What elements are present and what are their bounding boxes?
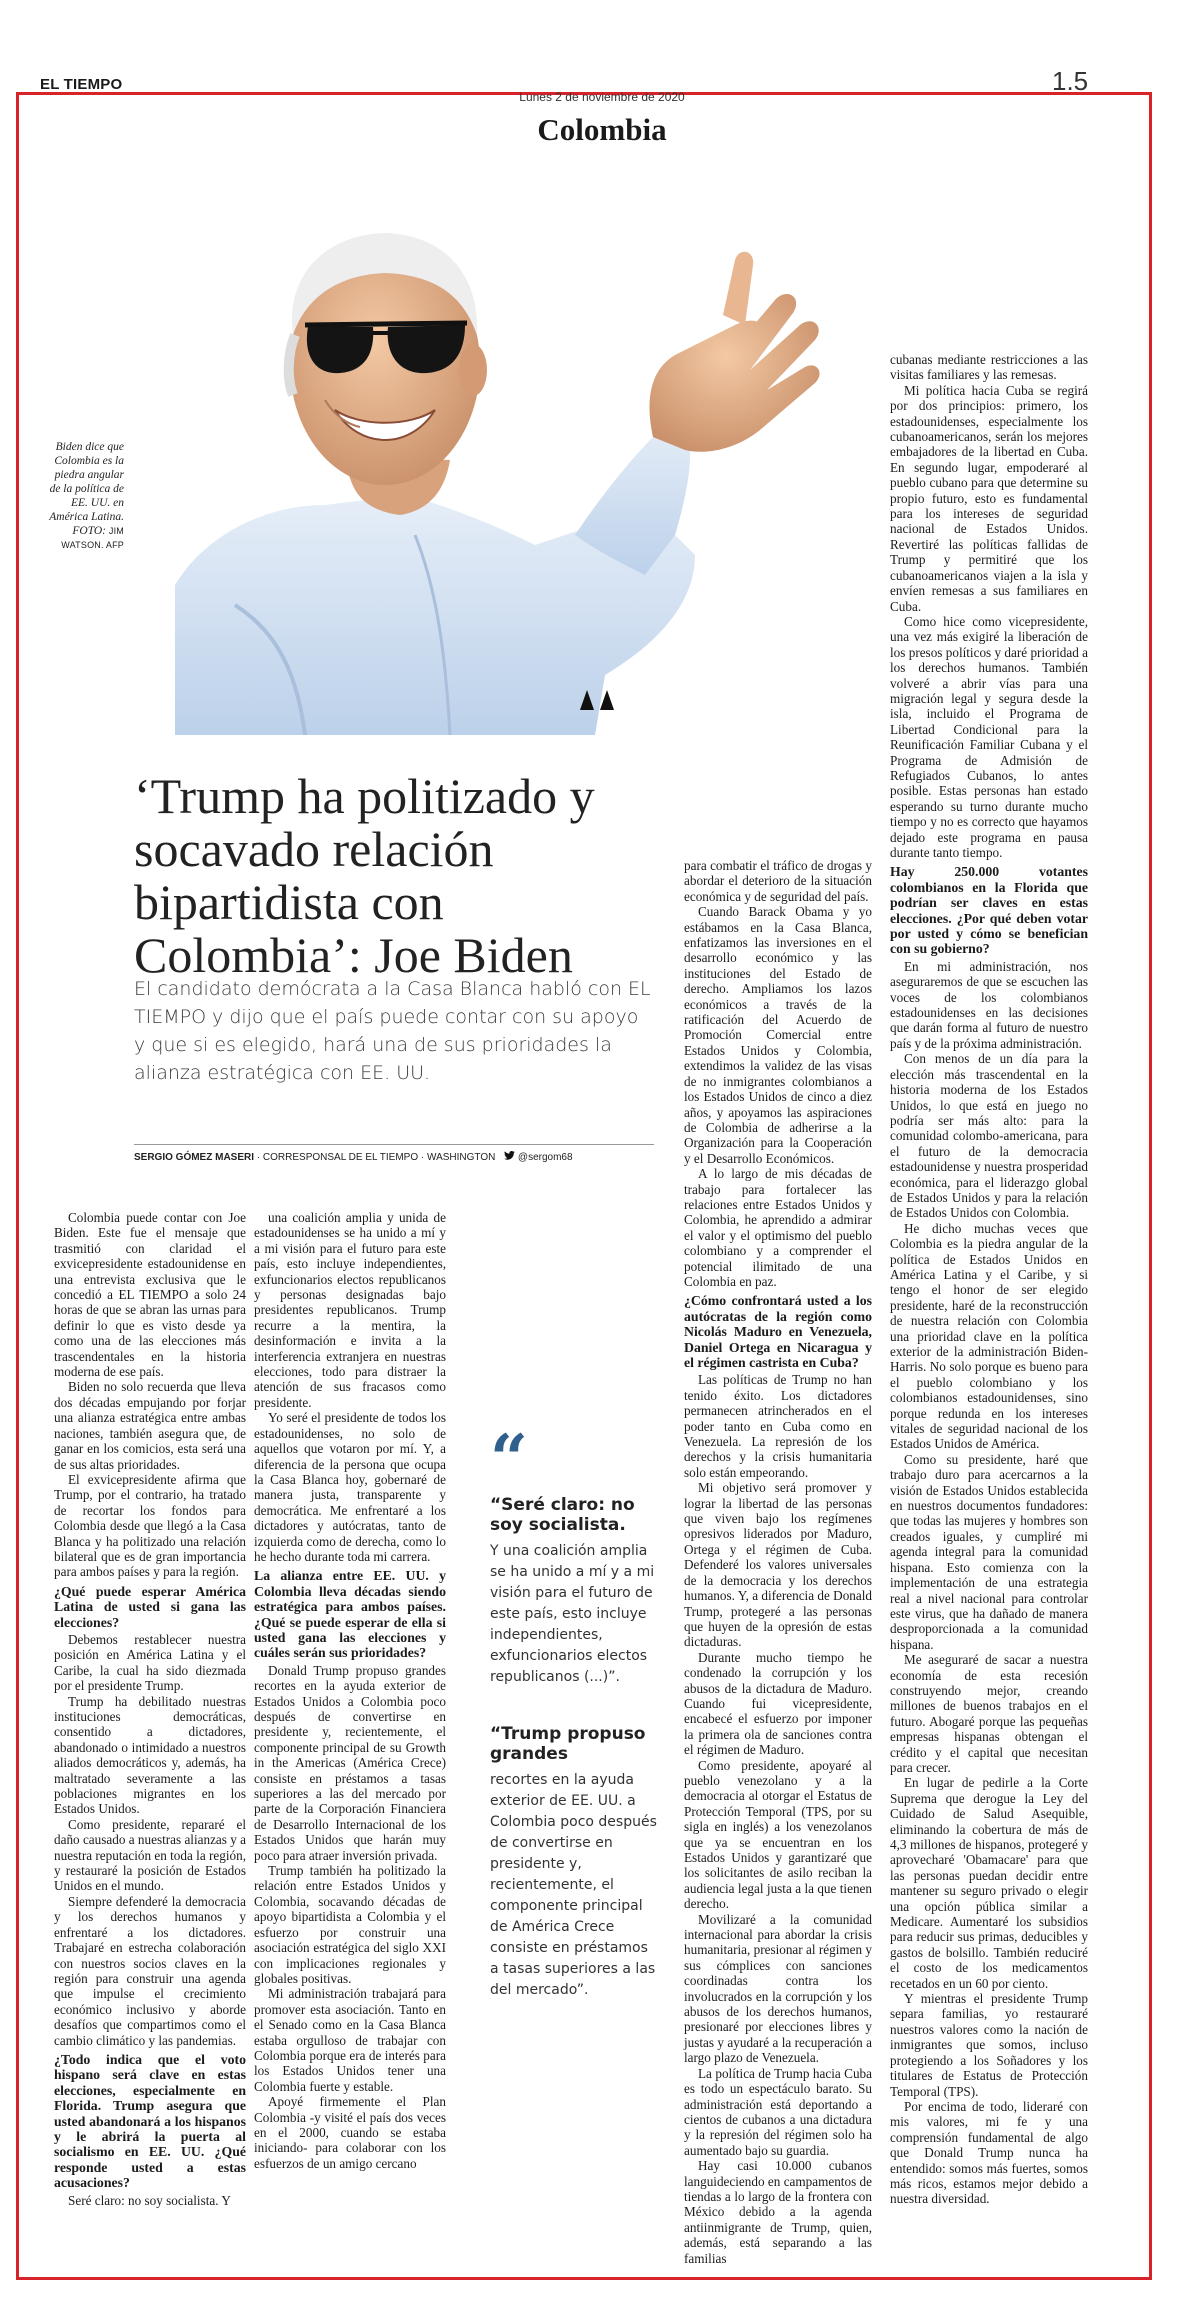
biden-photo [175, 205, 865, 735]
paragraph: Mi administración trabajará para promover esta asociación. Tanto en el Senado como en la Casa Blanca estaba orgulloso de trabajar con Colombia porque era de interés para los Estados Unidos tener una Colombia fuerte y estable. [254, 1986, 446, 2094]
paragraph: El exvicepresidente afirma que Trump, por el contrario, ha tratado de recortar los fondos para Colombia desde que llegó a la Casa Blanca y ha politizado una relación bilateral que es de gran importancia para ambos países y para la región. [54, 1471, 246, 1580]
section-title: Colombia [537, 112, 667, 147]
paragraph: Con menos de un día para la elección más trascendental en la historia moderna de los Estados Unidos, lo que está en juego no podría ser más alto: para la comunidad colombo-americana, para el futuro de la democracia estadounidense y nuestra prosperidad económica, para el liderazgo global de Estados Unidos y para la relación de Estados Unidos con Colombia. [890, 1051, 1088, 1221]
paragraph: Movilizaré a la comunidad internacional para abordar la crisis humanitaria, presionar al régimen y sus cómplices con sanciones coordinadas contra los involucrados en la corrupción y los abusos de los derechos humanos, presionaré por elecciones libres y justas y ayudaré a la recuperación a largo plazo de Venezuela. [684, 1911, 872, 2066]
paragraph: Mi objetivo será promover y lograr la libertad de las personas que viven bajo los regímenes opresivos liderados por Maduro, Ortega y el régimen de Cuba. Defenderé los valores universales de la democracia y los derechos humanos. Y, a diferencia de Donald Trump, protegeré a las personas que huyen de la opresión de estas dictaduras. [684, 1480, 872, 1650]
paragraph: Siempre defenderé la democracia y los derechos humanos y enfrentaré a los dictadores. Trabajaré en estrecha colaboración con nuestros socios claves en la región para construir una agenda que impulse el crecimiento económico inclusivo y aborde desafíos que compartimos como el cambio climático y las pandemias. [54, 1893, 246, 2048]
paragraph: cubanas mediante restricciones a las visitas familiares y las remesas. [890, 352, 1088, 383]
paragraph: Colombia puede contar con Joe Biden. Este fue el mensaje que trasmitió con claridad el exvicepresidente estadounidense en una entrevista exclusiva que le concedió a EL TIEMPO a solo 24 horas de que se abran las urnas para definir lo que es visto desde ya como una de las elecciones más trascendentales en la historia moderna de ese país. [54, 1210, 246, 1380]
article-column-4 [890, 352, 1088, 2207]
page-number: 1.5 [1052, 66, 1089, 96]
byline-name: SERGIO GÓMEZ MASERI [134, 1152, 255, 1163]
paragraph: En mi administración, nos aseguraremos de que se escuchen las voces de los colombianos estadounidenses en las decisiones que darán forma al futuro de nuestro país y de la próxima administración. [890, 958, 1088, 1051]
quote-mark-icon: “ [490, 1420, 528, 1498]
paragraph: Apoyé firmemente el Plan Colombia -y visité el país dos veces en el 2000, cuando se estaba iniciando- para colaborar con los esfuerzos de un amigo cercano [254, 2094, 446, 2171]
paragraph: He dicho muchas veces que Colombia es la piedra angular de la política de Estados Unidos en América Latina y el Caribe, y si tengo el honor de ser elegido presidente, haré de la reconstrucción de nuestra relación con Colombia una prioridad clave en la política exterior de la administración Biden-Harris. No solo porque es bueno para el pueblo colombiano y los colombianos estadounidenses, sino porque redunda en los intereses vitales de seguridad nacional de los Estados Unidos de América. [890, 1220, 1088, 1452]
interview-question: ¿Todo indica que el voto hispano será clave en estas elecciones, especialmente en Florida. Trump asegura que usted abandonará a los hispanos y le abrirá la puerta al socialismo en EE. UU. ¿Qué responde usted a estas acusaciones? [54, 2051, 246, 2191]
paragraph: La política de Trump hacia Cuba es todo un espectáculo barato. Su administración está deportando a cientos de cubanos a una dictadura y la represión del régimen solo ha aumentado bajo su guardia. [684, 2065, 872, 2158]
masthead: EL TIEMPO [40, 76, 123, 93]
paragraph: En lugar de pedirle a la Corte Suprema que derogue la Ley del Cuidado de Salud Asequible, eliminando la cobertura de más de 4,3 millones de hispanos, protegeré y aprovecharé 'Obamacare' para que las personas puedan decidir entre mantener su seguro privado o elegir una opción pública similar a Medicare. Aumentaré los subsidios para reducir sus primas, deducibles y gastos de bolsillo. También reduciré el costo de los medicamentos recetados en un 60 por ciento. [890, 1775, 1088, 1991]
paragraph: Mi política hacia Cuba se regirá por dos principios: primero, los estadounidenses, especialmente los cubanoamericanos, serán los mejores embajadores de la libertad en Cuba. En segundo lugar, empoderaré al pueblo cubano para que determine su propio futuro, esto es fundamental para los intereses de seguridad nacional de Estados Unidos. Revertiré las políticas fallidas de Trump y permitiré que los cubanoamericanos viajen a la isla y envíen remesas a sus familiares en Cuba. [890, 382, 1088, 614]
paragraph: para combatir el tráfico de drogas y abordar el deterioro de la situación económica y de seguridad del país. [684, 858, 872, 904]
paragraph: Seré claro: no soy socialista. Y [68, 2192, 231, 2208]
paragraph: Como presidente, apoyaré al pueblo venezolano y a la democracia al otorgar el Estatus de Protección Temporal (TPS, por su sigla en inglés) a los venezolanos que ya se encuentran en los Estados Unidos y garantizaré que los solicitantes de asilo reciban la audiencia legal justa a la que tienen derecho. [684, 1757, 872, 1912]
paragraph: Por encima de todo, lideraré con mis valores, mi fe y una comprensión fundamental de algo que Donald Trump nunca ha entendido: somos más fuertes, somos más ricos, estamos mejor debido a nuestra diversidad. [890, 2098, 1088, 2207]
paragraph: Durante mucho tiempo he condenado la corrupción y los abusos de la dictadura de Maduro. Cuando fui vicepresidente, encabecé el esfuerzo por imponer la primera ola de sanciones contra el régimen de Maduro. [684, 1649, 872, 1758]
interview-question: Hay 250.000 votantes colombianos en la Florida que podrían ser claves en estas elecciones. ¿Por qué deben votar por usted y cómo se benefician con su gobierno? [890, 864, 1088, 957]
paragraph: Trump también ha politizado la relación entre Estados Unidos y Colombia, socavando décadas de apoyo bipartidista a Colombia y el esfuerzo por construir una asociación estratégica del siglo XXI con implicaciones regionales y globales positivas. [254, 1863, 446, 1986]
interview-question: La alianza entre EE. UU. y Colombia lleva décadas siendo estratégica para ambos países. ¿Qué se puede esperar de ella si usted gana las elecciones y cuáles serán sus prioridades? [254, 1568, 446, 1661]
paragraph: Cuando Barack Obama y yo estábamos en la Casa Blanca, enfatizamos las inversiones en el desarrollo económico y las instituciones del Estado de derecho. Ampliamos los lazos económicos a través de la ratificación del Acuerdo de Promoción Comercial entre Estados Unidos y Colombia, extendimos la validez de las visas de no inmigrantes colombianos a los Estados Unidos de cinco a diez años, y apoyamos las aspiraciones de Colombia de adherirse a la Organización para la Cooperación y el Desarrollo Económicos. [684, 904, 872, 1166]
paragraph: Como su presidente, haré que trabajo duro para acercarnos a la visión de Estados Unidos establecida en nuestros documentos fundadores: que todas las mujeres y hombres son creados iguales, y cumpliré mi agenda integral para la comunidad hispana. Esto comienza con la implementación de una estrategia real a nivel nacional para controlar este virus, que ha dañado de manera desproporcionada a la comunidad hispana. [890, 1451, 1088, 1652]
paragraph: Las políticas de Trump no han tenido éxito. Los dictadores permanecen atrincherados en el poder tanto en Cuba como en Venezuela. La represión de los derechos y la crisis humanitaria solo están empeorando. [684, 1372, 872, 1480]
caption-text: Biden dice que Colombia es la piedra angular de la política de EE. UU. en América Latina. [49, 441, 124, 523]
pull-quote-1-title: “Seré claro: no soy socialista. [490, 1495, 635, 1535]
byline-role: · CORRESPONSAL DE EL TIEMPO · WASHINGTON [256, 1152, 496, 1163]
photo-caption [46, 440, 124, 552]
caption-credit: JIM WATSON. AFP [61, 526, 124, 550]
paragraph: Donald Trump propuso grandes recortes en la ayuda exterior de Estados Unidos a Colombia poco después de convertirse en presidente y, recientemente, el componente principal de su Growth in the Americas (América Crece) consiste en préstamos a tasas superiores a las del mercado por parte de la Corporación Financiera de Desarrollo Internacional de los Estados Unidos que harán muy poco para atraer inversión privada. [254, 1662, 446, 1863]
interview-question: ¿Qué puede esperar América Latina de usted si gana las elecciones? [54, 1583, 246, 1630]
dek: El candidato demócrata a la Casa Blanca habló con EL TIEMPO y dijo que el país puede contar con su apoyo y que si es elegido, hará una de sus prioridades la alianza estratégica con EE. UU. [134, 978, 651, 1084]
paragraph: Como presidente, repararé el daño causado a nuestras alianzas y a nuestra reputación en toda la región, y restauraré la posición de Estados Unidos en el mundo. [54, 1816, 246, 1894]
interview-question: ¿Cómo confrontará usted a los autócratas de la región como Nicolás Maduro en Venezuela, Daniel Ortega en Nicaragua y el régimen castrista en Cuba? [684, 1293, 872, 1370]
article-column-3 [684, 858, 872, 2266]
dateline: Lunes 2 de noviembre de 2020 [519, 90, 685, 104]
twitter-icon [504, 1152, 518, 1163]
paragraph: una coalición amplia y unida de estadounidenses se ha unido a mí y a mi visión para el futuro para este país, esto incluye independientes, exfuncionarios electos republicanos y personas designadas bajo presidentes republicanos. Trump recurre a la mentira, la desinformación e invita a la interferencia extranjera en nuestras elecciones, todo para distraer la atención de sus fracasos como presidente. [254, 1210, 446, 1410]
headline: ‘Trump ha politizado y socavado relación bipartidista con Colombia’: Joe Biden [134, 768, 595, 983]
article-column-1 [54, 1210, 246, 2208]
twitter-handle[interactable]: @sergom68 [517, 1152, 573, 1163]
pull-quote-1-body: Y una coalición amplia se ha unido a mí y a mi visión para el futuro de este país, esto incluye independientes, exfuncionarios electos republicanos (...)”. [490, 1543, 655, 1685]
paragraph: Yo seré el presidente de todos los estadounidenses, no solo de aquellos que votaron por mí. Y, a diferencia de la persona que ocupa la Casa Blanca hoy, gobernaré de manera justa, transparente y democrática. Me enfrentaré a los dictadores y autócratas, tanto de izquierda como de derecha, como lo he hecho durante toda mi carrera. [254, 1410, 446, 1564]
paragraph: Debemos restablecer nuestra posición en América Latina y el Caribe, la cual ha sido diezmada por el presidente Trump. [54, 1631, 246, 1694]
pull-quote-2-title: “Trump propuso grandes [490, 1724, 646, 1764]
paragraph: Biden no solo recuerda que lleva dos décadas empujando por forjar una alianza estratégica entre ambas naciones, también asegura que, de ganar en los comicios, esta será una de sus altas prioridades. [54, 1379, 246, 1472]
paragraph: Y mientras el presidente Trump separa familias, yo restauraré nuestros valores como la nación de inmigrantes que somos, incluso protegiendo a los Soñadores y los titulares de Estatus de Protección Temporal (TPS). [890, 1991, 1088, 2099]
pull-quote-2-body: recortes en la ayuda exterior de EE. UU. a Colombia poco después de convertirse en presidente y, recientemente, el componente principal de América Crece consiste en préstamos a tasas superiores a las del mercado”. [490, 1772, 657, 1998]
paragraph: Hay casi 10.000 cubanos languideciendo en campamentos de tiendas a lo largo de la frontera con México debido a la agenda antiinmigrante de Trump, quien, además, está separando a las familias [684, 2158, 872, 2266]
pull-quotes [490, 1420, 658, 2001]
byline [134, 1144, 654, 1163]
paragraph: Como hice como vicepresidente, una vez más exigiré la liberación de los presos políticos y daré prioridad a los derechos humanos. También volveré a abrir vías para una migración legal y segura desde la isla, incluido el Programa de Libertad Condicional para la Reunificación Familiar Cubana y el Programa de Admisión de Refugiados Cubanos, lo antes posible. Estas personas han estado esperando su turno durante mucho tiempo y no es correcto que hayamos dejado este programa en pausa durante tanto tiempo. [890, 613, 1088, 860]
paragraph: Trump ha debilitado nuestras instituciones democráticas, consentido a dictadores, abandonado o intimidado a nuestros aliados democráticos y, además, ha maltratado severamente a las poblaciones migrantes en los Estados Unidos. [54, 1693, 246, 1817]
paragraph: A lo largo de mis décadas de trabajo para fortalecer las relaciones entre Estados Unidos y Colombia, he aprendido a admirar el valor y el optimismo del pueblo colombiano y a comprender el potencial ilimitado de una Colombia en paz. [684, 1166, 872, 1289]
paragraph: Me aseguraré de sacar a nuestra economía de esta recesión construyendo mejor, creando millones de buenos trabajos en el futuro. Abogaré porque las pequeñas empresas hispanas obtengan el crédito y el capital que necesitan para crecer. [890, 1652, 1088, 1775]
article-column-2 [254, 1210, 446, 2171]
caption-credit-label: FOTO: [72, 525, 107, 537]
